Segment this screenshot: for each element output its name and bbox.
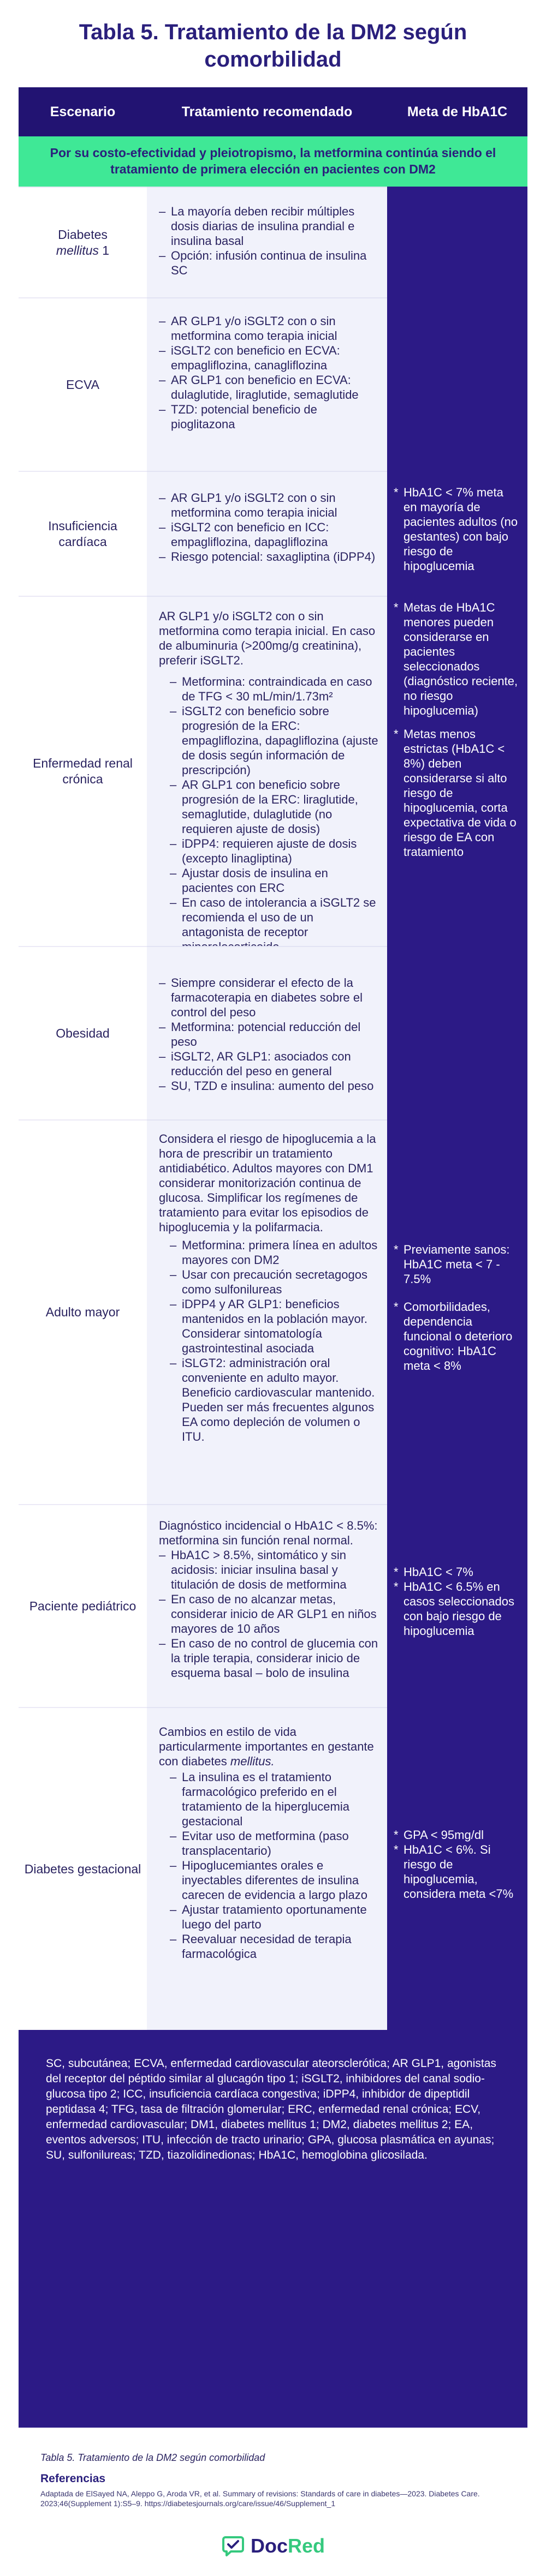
table-caption: Tabla 5. Tratamiento de la DM2 según comorbilidad: [40, 2452, 265, 2463]
treatment-cell: – La mayoría deben recibir múltiples dosis diarias de insulina prandial e insulina basal – Opción: infusión continua de insulina SC: [147, 187, 387, 297]
treatment-cell: – Siempre considerar el efecto de la farmacoterapia en diabetes sobre el control del peso – Metformina: potencial reducción del peso – iSGLT2, AR GLP1: asociados con reducción del peso en general – SU, TZD e insulina: aumento del peso: [147, 946, 387, 1119]
table-row: [19, 297, 527, 471]
goal-cell: [387, 297, 527, 471]
references-heading: Referencias: [40, 2472, 106, 2485]
banner-note: Por su costo-efectividad y pleiotropismo, la metformina continúa siendo el tratamiento de primera elección en pacientes con DM2: [19, 136, 527, 187]
goal-cell: [387, 946, 527, 1119]
treatment-cell: – AR GLP1 y/o iSGLT2 con o sin metformina como terapia inicial – iSGLT2 con beneficio en ICC: empagliflozina, dapagliflozina – Riesgo potencial: saxagliptina (iDPP4): [147, 471, 387, 596]
treatment-cell: – AR GLP1 y/o iSGLT2 con o sin metformina como terapia inicial – iSGLT2 con beneficio en ECVA: empagliflozina, canagliflozina – AR GLP1 con beneficio en ECVA: dulaglutide, liraglutide, semaglutide – TZD: potencial beneficio de pioglitazona: [147, 297, 387, 471]
treatment-cell: Diagnóstico incidencial o HbA1C < 8.5%: metformina sin función renal normal. – HbA1C > 8.5%, sintomático y sin acidosis: iniciar insulina basal y titulación de dosis de metformina – En caso de no alcanzar metas, considerar inicio de AR GLP1 en niños mayores de 10 años – En caso de no control de glucemia con la triple terapia, considerar inicio de esquema basal – bolo de insulina: [147, 1504, 387, 1707]
scenario-cell: Enfermedad renal crónica: [19, 596, 147, 946]
table-header: [19, 87, 527, 136]
goal-cell: * HbA1C < 7% * HbA1C < 6.5% en casos seleccionados con bajo riesgo de hipoglucemia: [394, 1565, 515, 1638]
page-title: Tabla 5. Tratamiento de la DM2 según comorbilidad: [79, 20, 467, 71]
table-row: [19, 596, 527, 946]
reference-text: Adaptada de ElSayed NA, Aleppo G, Aroda VR, et al. Summary of revisions: Standards of care in diabetes—2023. Diabetes Care. 2023;46(Supplement 1):S5–9. https://diabetesjournals.org/care/issue/46/Supplement_1: [40, 2489, 480, 2508]
scenario-cell: ECVA: [19, 297, 147, 471]
scenario-cell: Insuficiencia cardíaca: [19, 471, 147, 596]
table-row: [19, 1504, 527, 1707]
table-row: [19, 471, 527, 596]
goal-cell: * Previamente sanos: HbA1C meta < 7 - 7.5% * Comorbilidades, dependencia funcional o deterioro cognitivo: HbA1C meta < 8%: [394, 1242, 513, 1373]
goal-cell: * HbA1C < 7% meta en mayoría de pacientes adultos (no gestantes) con bajo riesgo de hipoglucemia: [394, 485, 518, 573]
goal-cell: * GPA < 95mg/dl * HbA1C < 6%. Si riesgo de hipoglucemia, considera meta <7%: [394, 1828, 514, 1901]
treatment-cell: AR GLP1 y/o iSGLT2 con o sin metformina como terapia inicial. En caso de albuminuria (>200mg/g creatinina), preferir iSGLT2. – Metformina: contraindicada en caso de TFG < 30 mL/min/1.73m² – iSGLT2 con beneficio sobre progresión de la ERC: empagliflozina, dapagliflozina (ajuste de dosis según información de prescripción) – AR GLP1 con beneficio sobre progresión de la ERC: liraglutide, semaglutide, dulaglutide (no requieren ajuste de dosis) – iDPP4: requieren ajuste de dosis (excepto linagliptina) – Ajustar dosis de insulina en pacientes con ERC – En caso de intolerancia a iSGLT2 se recomienda el uso de un antagonista de receptor: [147, 596, 387, 946]
header-scenario: Escenario: [50, 104, 116, 119]
treatment-cell: Cambios en estilo de vida particularmente importantes en gestante con diabetes mellitus. – La insulina es el tratamiento farmacológico preferido en el tratamiento de la hiperglucemia gestacional – Evitar uso de metformina (paso transplacentario) – Hipoglucemiantes orales e inyectables diferentes de insulina carecen de evidencia a largo plazo – Ajustar tratamiento oportunamente luego del parto – Reevaluar necesidad de terapia farmacológica: [147, 1707, 387, 2030]
scenario-cell: Adulto mayor: [19, 1119, 147, 1504]
table-row: [19, 1707, 527, 2030]
header-goal: Meta de HbA1C: [407, 104, 508, 119]
goal-cell: [387, 187, 527, 297]
scenario-cell: Obesidad: [19, 946, 147, 1119]
table-row: [19, 946, 527, 1119]
goal-cell: * Metas de HbA1C menores pueden considerarse en pacientes seleccionados (diagnóstico reciente, no riesgo hipoglucemia) * Metas menos estrictas (HbA1C < 8%) deben considerarse si alto riesgo de hipoglucemia, corta expectativa de vida o riesgo de EA con tratamiento: [394, 601, 518, 859]
table-frame: [19, 87, 527, 2428]
table-row: [19, 187, 527, 297]
header-treatment: Tratamiento recomendado: [181, 104, 353, 119]
scenario-cell: Diabetes mellitus 1: [19, 187, 147, 297]
abbreviations-note: SC, subcutánea; ECVA, enfermedad cardiovascular ateorsclerótica; AR GLP1, agonistas del receptor del péptido similar al glucagón tipo 1; iSGLT2, inhibidores del canal sodio-glucosa tipo 2; ICC, insuficiencia cardíaca congestiva; iDPP4, inhibidor de dipeptidil peptidasa 4; TFG, tasa de filtración glomerular; ERC, enfermedad renal crónica; ECV, enfermedad cardiovascular; DM1, diabetes mellitus 1; DM2, diabetes mellitus 2; EA, eventos adversos; ITU, infección de tracto urinario; GPA, glucosa plasmática en ayunas; SU, sulfonilureas; TZD, tiazolidinedionas; HbA1C, hemoglobina glicosilada.: [19, 2030, 527, 2428]
docred-logo: [0, 2534, 546, 2558]
chat-bubble-icon: [221, 2534, 245, 2558]
scenario-cell: Diabetes gestacional: [19, 1707, 147, 2030]
logo-wordmark: DocRed: [250, 2535, 325, 2557]
table-row: [19, 1119, 527, 1504]
scenario-cell: Paciente pediátrico: [19, 1504, 147, 1707]
treatment-cell: Considera el riesgo de hipoglucemia a la hora de prescribir un tratamiento antidiabético. Adultos mayores con DM1 considerar monitorización continua de glucosa. Simplificar los regímenes de tratamiento para evitar los episodios de hipoglucemia y la polifarmacia. – Metformina: primera línea en adultos mayores con DM2 – Usar con precaución secretagogos como sulfonilureas – iDPP4 y AR GLP1: beneficios mantenidos en la población mayor. Considerar sintomatología gastrointestinal asociada – iSLGT2: administración oral conveniente en adulto mayor. Beneficio cardiovascular mantenido. Pueden ser más frecuentes algunos EA como depleción de volumen o ITU.: [147, 1119, 387, 1504]
